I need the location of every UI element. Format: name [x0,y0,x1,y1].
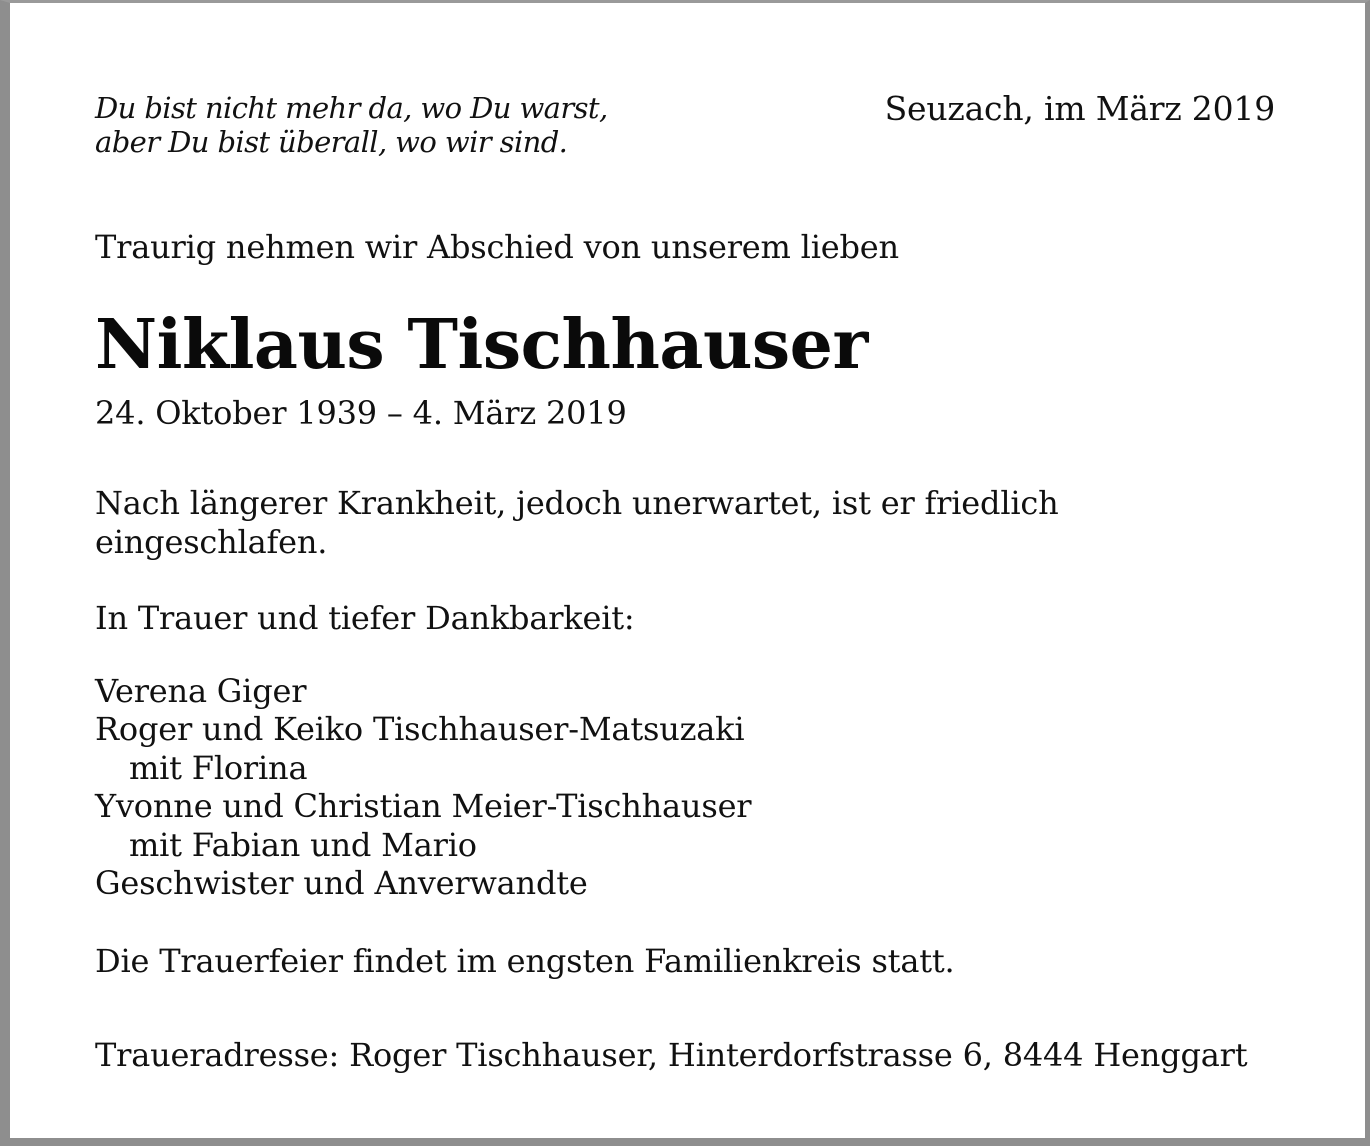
death-statement [95,484,1059,562]
gratitude-heading: In Trauer und tiefer Dankbarkeit: [95,599,635,637]
motto-line-2: aber Du bist überall, wo wir sind. [95,125,568,159]
ceremony-note: Die Trauerfeier findet im engsten Familienkreis statt. [95,942,955,980]
motto-line-1: Du bist nicht mehr da, wo Du warst, [95,91,608,125]
place-date: Seuzach, im März 2019 [884,89,1275,128]
death-statement-line-1: Nach längerer Krankheit, jedoch unerwartet, ist er friedlich [95,484,1059,522]
death-statement-line-2: eingeschlafen. [95,523,328,561]
mourner-entry: Geschwister und Anverwandte [95,864,588,903]
mourners-list [95,672,751,902]
mourner-entry: Yvonne und Christian Meier-Tischhauser [95,787,752,826]
deceased-name: Niklaus Tischhauser [95,305,868,385]
mourner-entry: Roger und Keiko Tischhauser-Matsuzaki [95,710,745,749]
mourner-entry-sub: mit Florina [129,748,308,787]
intro-text: Traurig nehmen wir Abschied von unserem lieben [95,228,899,266]
mourner-entry: Verena Giger [95,672,307,710]
mourning-address: Traueradresse: Roger Tischhauser, Hinterdorfstrasse 6, 8444 Henggart [95,1036,1248,1074]
mourner-entry-sub: mit Fabian und Mario [129,825,477,864]
motto-quote [95,91,608,159]
life-dates: 24. Oktober 1939 – 4. März 2019 [95,394,627,432]
